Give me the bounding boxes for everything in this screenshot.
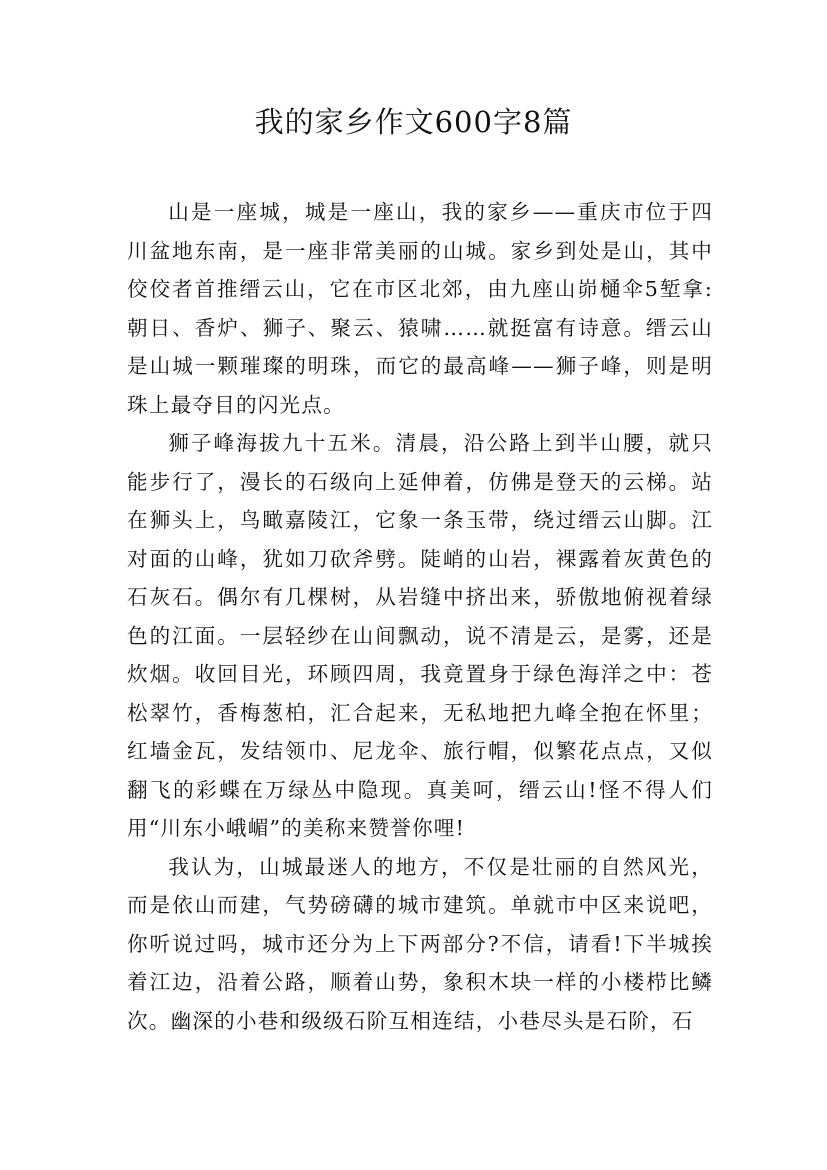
paragraph: 狮子峰海拔九十五米。清晨，沿公路上到半山腰，就只能步行了，漫长的石级向上延伸着，仿佛是登天的云梯。站在狮头上，鸟瞰嘉陵江，它象一条玉带，绕过缙云山脚。江对面的山峰，犹如刀砍斧劈。陡峭的山岩，裸露着灰黄色的石灰石。偶尔有几棵树，从岩缝中挤出来，骄傲地俯视着绿色的江面。一层轻纱在山间飘动，说不清是云，是雾，还是炊烟。收回目光，环顾四周，我竟置身于绿色海洋之中：苍松翠竹，香梅葱柏，汇合起来，无私地把九峰全抱在怀里；红墙金瓦，发结领巾、尼龙伞、旅行帽，似繁花点点，又似翻飞的彩蝶在万绿丛中隐现。真美呵，缙云山!怪不得人们用“川东小峨嵋”的美称来赞誉你哩! [127,431,713,840]
paragraph: 山是一座城，城是一座山，我的家乡——重庆市位于四川盆地东南，是一座非常美丽的山城。家乡到处是山，其中佼佼者首推缙云山，它在市区北郊，由九座山峁樋伞5堑拿:朝日、香炉、狮子、聚云、猿啸……就挺富有诗意。缙云山是山城一颗璀璨的明珠，而它的最高峰——狮子峰，则是明珠上最夺目的闪光点。 [127,200,713,417]
paragraph: 我认为，山城最迷人的地方，不仅是壮丽的自然风光，而是依山而建，气势磅礴的城市建筑。单就市中区来说吧，你听说过吗，城市还分为上下两部分?不信，请看!下半城挨着江边，沿着公路，顺着山势，象积木块一样的小楼栉比鳞次。幽深的小巷和级级石阶互相连结，小巷尽头是石阶，石 [127,854,713,1033]
document-body [127,193,713,1040]
document-title: 我的家乡作文600字8篇 [254,105,573,139]
